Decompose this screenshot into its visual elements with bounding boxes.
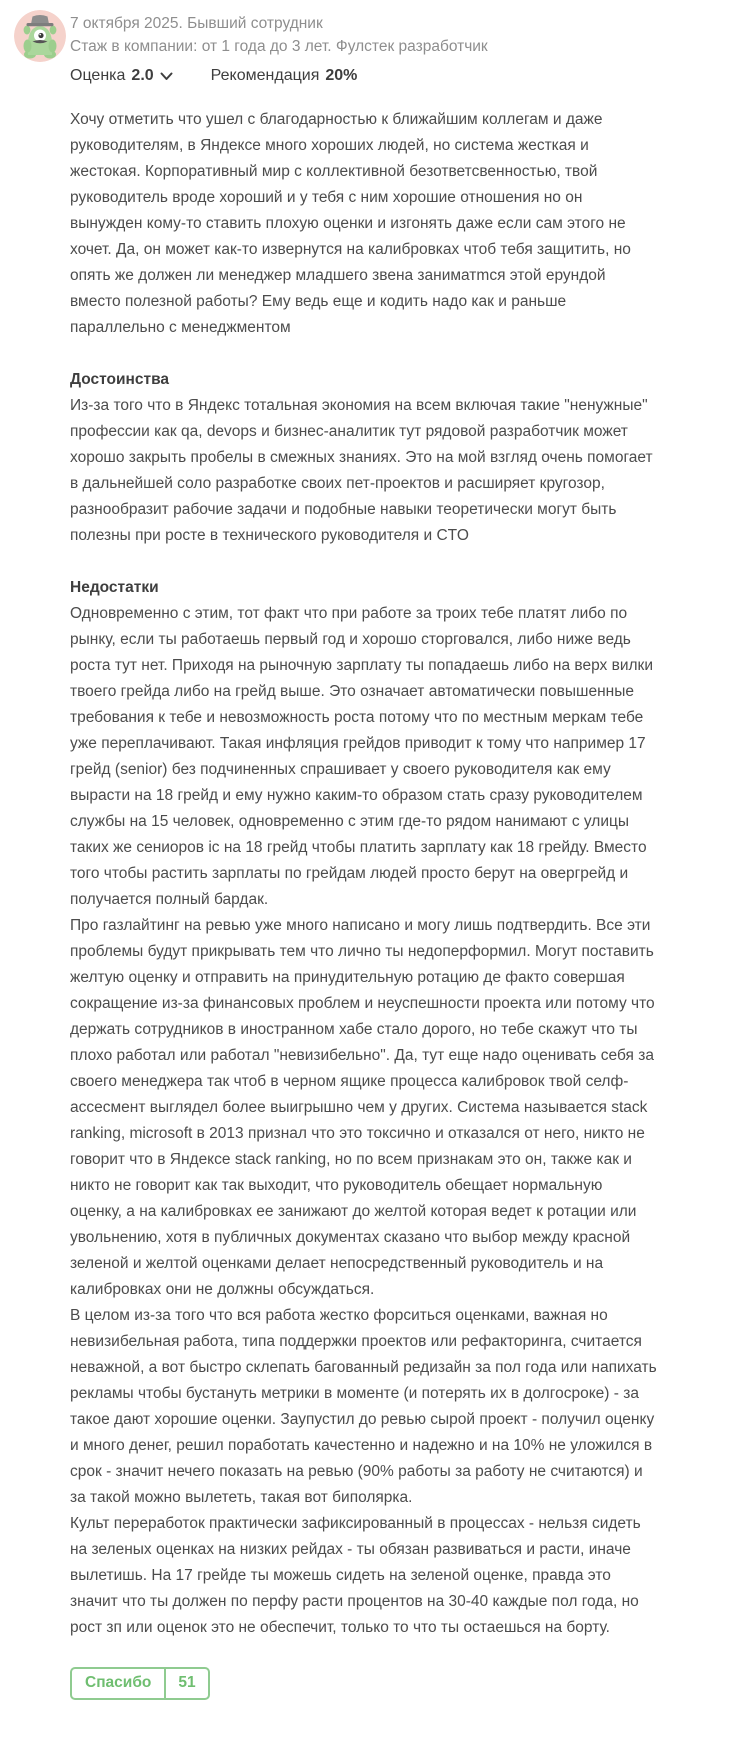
cons-paragraph: В целом из-за того что вся работа жестко форситься оценками, важная но невизибельная работа, типа поддержки проектов или рефакторинга, считается неважной, а вот быстро склепать багованный редизайн за пол года или напихать рекламы чтобы бустануть метрики в моменте (и потерять их в долгосроке) - за такое дают хорошие оценки. Заупустил до ревью сырой проект - получил оценку и много денег, решил поработать качестенно и надежно и на 10% не уложился в срок - значит нечего показать на ревью (90% работы за работу не считаются) и за такой можно вылететь, такая вот биполярка. bbox=[70, 1307, 657, 1506]
review-intro-paragraph: Хочу отметить что ушел с благодарностью к ближайшим коллегам и даже руководителям, в Яндексе много хороших людей, но система жесткая и жестокая. Корпоративный мир с коллективной безответсвенностью, твой руководитель вроде хороший и у тебя с ним хорошие отношения но он вынужден кому-то ставить плохую оценки и изгонять даже если сам этого не хочет. Да, он может как-то извернутся на калибровках чтоб тебя защитить, но опять же должен ли менеджер младшего звена заниматmся этой ерундой вместо полезной работы? Ему ведь еще и кодить надо как и раньше параллельно с менеджментом bbox=[70, 111, 631, 336]
recommendation-value: 20% bbox=[325, 67, 358, 84]
thanks-button[interactable] bbox=[70, 1667, 210, 1700]
thanks-count-badge[interactable]: 51 bbox=[178, 1674, 196, 1691]
recommendation-group bbox=[211, 67, 358, 85]
pros-title: Достоинства bbox=[70, 371, 170, 388]
review-header bbox=[70, 12, 670, 85]
rating-row bbox=[70, 67, 670, 85]
thanks-button-label[interactable]: Спасибо bbox=[85, 1674, 152, 1691]
recommendation-label: Рекомендация bbox=[210, 67, 320, 84]
pros-text: Из-за того что в Яндекс тотальная экономия на всем включая такие "ненужные" профессии как qa, devops и бизнес-аналитик тут рядовой разработчик может хорошо закрыть пробелы в смежных знаниях. Это на мой взгляд очень помогает в дальнейшей соло разработке своих пет-проектов и расширяет кругозор, разнообразит рабочие задачи и подобные навыки теоретически могут быть полезны при росте в технического руководителя и CTO bbox=[70, 397, 653, 544]
cons-title: Недостатки bbox=[70, 579, 159, 596]
monster-avatar-icon bbox=[14, 10, 66, 62]
reviewer-meta: Стаж в компании: от 1 года до 3 лет. Фулстек разработчик bbox=[70, 38, 488, 55]
review-date: 7 октября 2025. Бывший сотрудник bbox=[70, 15, 323, 32]
cons-section bbox=[70, 575, 658, 1641]
chevron-down-icon[interactable] bbox=[160, 72, 173, 81]
rating-value: 2.0 bbox=[131, 67, 154, 84]
cons-paragraph: Культ переработок практически зафиксированный в процессах - нельзя сидеть на зеленых оценках на низких рейдах - ты обязан развиваться и расти, иначе вылетишь. На 17 грейде ты можешь сидеть на зеленой оценке, правда это значит что ты должен по перфу расти процентов на 30-40 каждые пол года, но рост зп или оценок это не обеспечит, только то что ты остаешься на борту. bbox=[70, 1515, 641, 1636]
cons-paragraph: Про газлайтинг на ревью уже много написано и могу лишь подтвердить. Все эти проблемы будут прикрывать тем что лично ты недоперформил. Могут поставить желтую оценку и отправить на принудительную ротацию де факто совершая сокращение из-за финансовых проблем и неуспешности проекта или потому что держать сотрудников в иностранном хабе стало дорого, но тебе скажут что ты плохо работал или работал "невизибельно". Да, тут еще надо оценивать себя за своего менеджера так чтоб в черном ящике процесса калибровок твой селф-ассесмент выглядел более выигрышно чем у других. Система называется stack ranking, microsoft в 2013 признал что это токсично и отказался от него, никто не говорит что в Яндексе stack ranking, но по всем признакам это он, также как и никто не говорит как так выходит, что руководитель обещает нормальную оценку, а на калибровках ее занижают до желтой которая ведет к ротации или увольнению, хотя в публичных документах сказано что выбор между красной зеленой и желтой оценками делает непосредственный руководитель и на калибровках они не должны обсуждаться. bbox=[70, 917, 655, 1298]
pros-section bbox=[70, 367, 658, 549]
reviewer-avatar bbox=[14, 10, 66, 62]
review-body bbox=[70, 107, 658, 1641]
rating-label: Оценка bbox=[70, 67, 126, 84]
cons-paragraph: Одновременно с этим, тот факт что при работе за троих тебе платят либо по рынку, если ты работаешь первый год и хорошо сторговался, либо ниже ведь роста тут нет. Приходя на рыночную зарплату ты попадаешь либо на верх вилки твоего грейда либо на грейд выше. Это означает автоматически повышенные требования к тебе и невозможность роста потому что по местным меркам тебе уже переплачивают. Такая инфляция грейдов приводит к тому что например 17 грейд (senior) без подчиненных спрашивает у своего руководителя как ему вырасти на 18 грейд и ему нужно каким-то образом стать сразу руководителем службы на 15 человек, одновременно с этим где-то рядом нанимают с улицы таких же сениоров ic на 18 грейд чтобы платить зарплату как 18 грейду. Вместо того чтобы растить зарплаты по грейдам людей просто берут на овергрейд и получается полный бардак. bbox=[70, 605, 653, 908]
